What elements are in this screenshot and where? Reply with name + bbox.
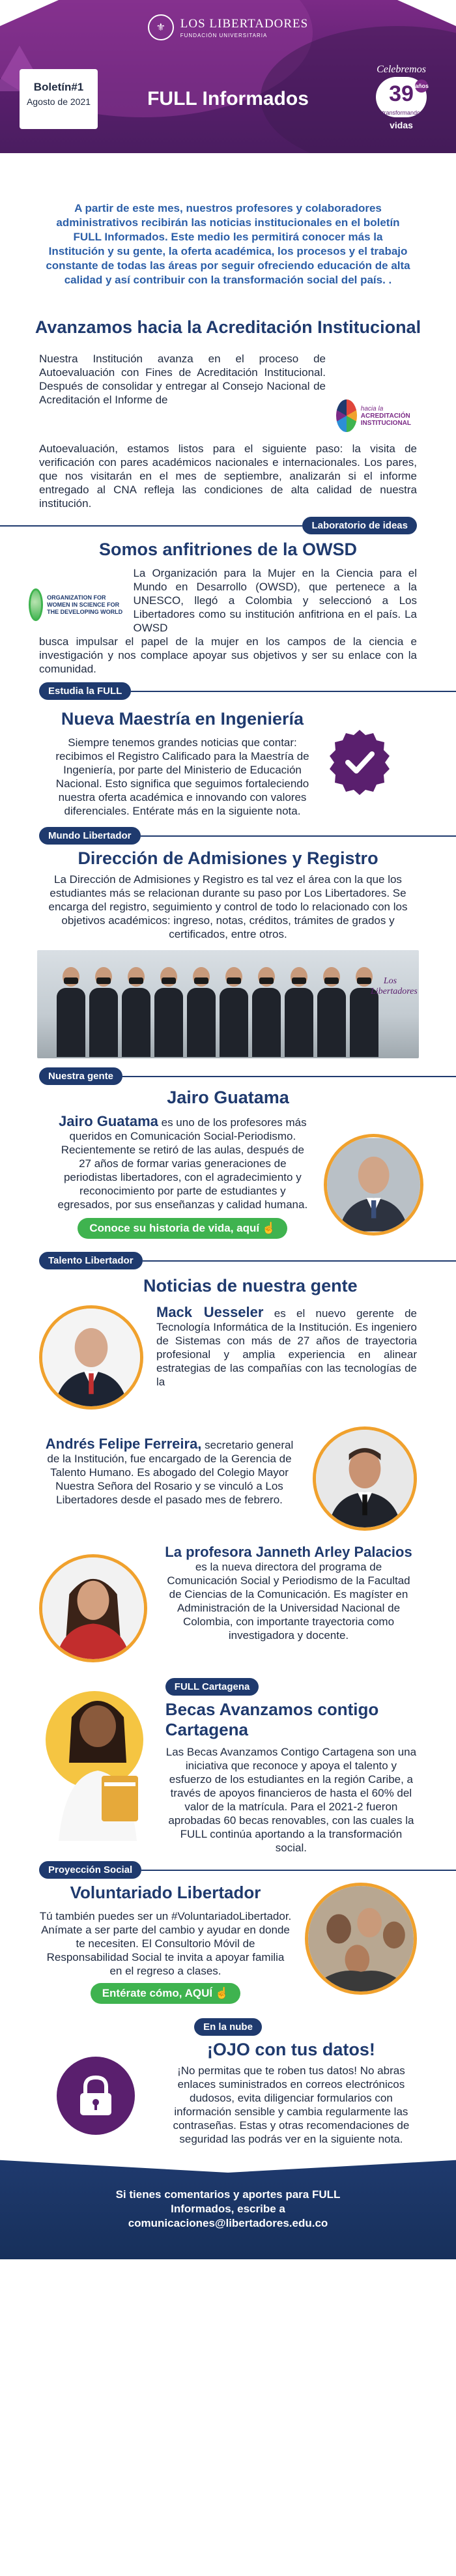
jairo-photo — [324, 1134, 423, 1236]
footer-line-2: Informados, escribe a — [171, 2203, 285, 2215]
student-illustration — [39, 1678, 152, 1841]
pointer-hand-icon: ☝ — [215, 1987, 229, 1999]
andres-photo — [313, 1426, 417, 1531]
master-body: Siempre tenemos grandes noticias que contar: recibimos el Registro Calificado para la Maestría de Ingeniería, por parte del Ministerio de Educación Nacional. Esto significa que seguimos fortaleciendo nuestra oferta académica e innovando con valores diferenciales. Entérate más en la siguiente nota. — [55, 736, 309, 817]
accreditation-section — [0, 338, 456, 442]
footer-email-link[interactable]: comunicaciones@libertadores.edu.co — [128, 2217, 328, 2229]
talent-title: Noticias de nuestra gente — [143, 1276, 358, 1295]
cloud-section — [0, 2040, 456, 2146]
janneth-photo — [39, 1554, 147, 1662]
seal-icon: ⚜ — [148, 14, 174, 40]
andres-body: secretario general de la Institución, fue encargado de la Gerencia de Talento Humano. Es abogado del Colegio Mayor Nuestra Señora del Rosario y se vinculó a Los Libertadores desde el pasado mes de febrero. — [47, 1439, 294, 1506]
people-name: Jairo Guatama — [59, 1113, 158, 1129]
accreditation-title: Avanzamos hacia la Acreditación Institucional — [35, 317, 421, 337]
mack-photo — [39, 1305, 143, 1410]
janneth-name: La profesora Janneth Arley Palacios — [165, 1544, 412, 1560]
intro-text: A partir de este mes, nuestros profesores y colaboradores administrativos recibirán las noticias institucionales en el boletín FULL Informados. Este medio les permitirá conocer más la Institución y su gente, la oferta académica, los procesos y el trabajo constante de todas las áreas por seguir ofreciendo educación de alta calidad y así contribuir con la transformación social del país. . — [46, 202, 410, 286]
people-body: es uno de los profesores más queridos en Comunicación Social-Periodismo. Recientemente se retiró de las aulas, después de 27 años de formar varias generaciones de periodistas libertadores, con el agradecimiento y reconocimiento por parte de estudiantes y egresados, por sus enseñanzas y calidad humana. — [57, 1116, 308, 1211]
bulletin-date: Agosto de 2021 — [26, 96, 91, 107]
cartagena-section — [0, 1678, 456, 1855]
tag-ideas-lab: Laboratorio de ideas — [302, 517, 417, 534]
learn-how-button[interactable]: Entérate cómo, AQUÍ ☝ — [91, 1983, 241, 2004]
accreditation-body: Autoevaluación, estamos listos para el siguiente paso: la visita de verificación con pares académicos nacionales e internacionales. Los pares, que nos visitarán en el mes de septiembre, analizarán si el informe entregado al CNA refleja las condiciones de alta calidad de nuestra institución. — [39, 442, 417, 510]
brand-subtitle: FUNDACIÓN UNIVERSITARIA — [180, 32, 268, 38]
master-section — [0, 700, 456, 818]
cloud-title: ¡OJO con tus datos! — [207, 2040, 375, 2059]
tag-study: Estudia la FULL — [39, 682, 131, 700]
social-title: Voluntariado Libertador — [70, 1883, 261, 1902]
tag-our-people: Nuestra gente — [39, 1067, 122, 1085]
color-wheel-icon — [336, 399, 357, 432]
owsd-body-right: La Organización para la Mujer en la Ciencia para el Mundo en Desarrollo (OWSD), que pertenece a la UNESCO, llegó a Colombia y seleccionó a Los Libertadores como su institución anfitriona en el país. La OWSD — [133, 567, 417, 634]
owsd-title: Somos anfitriones de la OWSD — [98, 540, 358, 559]
tag-cartagena: FULL Cartagena — [165, 1678, 259, 1696]
owsd-section — [0, 560, 456, 635]
award-badge-icon — [326, 729, 393, 796]
people-title: Jairo Guatama — [167, 1088, 289, 1107]
admissions-title: Dirección de Admisiones y Registro — [78, 848, 378, 868]
mack-body: es el nuevo gerente de Tecnología Informática de la Institución. Es ingeniero de Sistemas con más de 27 años de trayectoria profesional y amplia experiencia en alinear estrategias de las compañías con las tecnologías de la — [156, 1307, 417, 1388]
footer-line-1: Si tienes comentarios y aportes para FULL — [115, 2188, 341, 2201]
accreditation-body-left: Nuestra Institución avanza en el proceso de Autoevaluación con Fines de Acreditación Institucional. Después de consolidar y entregar al Consejo Nacional de Acreditación el Informe de — [39, 353, 326, 406]
master-title: Nueva Maestría en Ingeniería — [61, 709, 304, 729]
social-body: Tú también puedes ser un #VoluntariadoLibertador. Anímate a ser parte del cambio y ayudar en donde te necesiten. El Consultorio Móvil de Responsabilidad Social te invita a apoyar familia en el regreso a clases. — [39, 1910, 292, 1977]
janneth-body: es la nueva directora del programa de Comunicación Social y Periodismo de la Facultad de Ciencias de la Comunicación. Es magíster en Administración de la Universidad Nacional de Colombia, con importante trayectoria como investigadora y docente. — [167, 1561, 410, 1642]
tag-world: Mundo Libertador — [39, 827, 141, 845]
tag-cloud: En la nube — [194, 2018, 262, 2036]
social-section — [0, 1883, 456, 2004]
divider — [0, 525, 302, 527]
divider — [131, 691, 456, 692]
anniversary-badge: Celebremos 39 años transformando vidas — [377, 64, 429, 130]
cartagena-title: Becas Avanzamos contigo Cartagena — [165, 1700, 379, 1739]
tag-talent: Talento Libertador — [39, 1252, 143, 1269]
photo-signature: Los Libertadores — [371, 976, 418, 996]
admissions-team-photo — [37, 950, 419, 1058]
lock-icon — [57, 2057, 135, 2135]
footer — [0, 2158, 456, 2259]
divider — [141, 835, 456, 837]
pointer-hand-icon: ☝ — [262, 1222, 276, 1234]
header-banner — [0, 0, 456, 153]
talent-item-andres — [0, 1426, 456, 1531]
volunteers-photo — [305, 1883, 417, 1995]
bulletin-number: Boletín#1 — [33, 81, 84, 93]
life-story-button[interactable]: Conoce su historia de vida, aquí ☝ — [78, 1218, 287, 1239]
globe-icon — [29, 588, 43, 621]
cartagena-body: Las Becas Avanzamos Contigo Cartagena son una iniciativa que reconoce y apoya el talento y esfuerzo de los estudiantes en la región Caribe, a través de apoyos financieros de hasta el 60% del valor de la matrícula. Para el 2021-2 fueron aprobadas 60 becas renovables, con las cuales la FULL continúa aportando a la transformación social. — [165, 1746, 417, 1854]
cloud-body: ¡No permitas que te roben tus datos! No abras enlaces suministrados en correos electrónicos dudosos, evita diligenciar formularios con información sensible y cambia regularmente las contraseñas. Estas y otras recomendaciones de seguridad las podrás ver en la siguiente nota. — [173, 2064, 410, 2145]
divider — [122, 1076, 456, 1077]
newsletter-title: FULL Informados — [147, 88, 309, 109]
accreditation-logo: hacia la ACREDITACIÓN INSTITUCIONAL — [336, 390, 411, 442]
people-section — [0, 1108, 456, 1239]
brand-name: LOS LIBERTADORES — [180, 16, 309, 31]
admissions-body: La Dirección de Admisiones y Registro es tal vez el área con la que los estudiantes más se relacionan durante su paso por Los Libertadores. Se encarga del registro, seguimiento y control de todo lo relacionado con los objetivos académicos: ingreso, notas, créditos, trámites de grados y certificados, entre otros. — [48, 873, 408, 940]
talent-item-mack — [0, 1305, 456, 1410]
talent-item-janneth — [0, 1545, 456, 1662]
brand-logo — [0, 14, 456, 40]
andres-name: Andrés Felipe Ferreira, — [45, 1436, 202, 1452]
divider — [141, 1870, 456, 1871]
owsd-body: busca impulsar el papel de la mujer en los campos de la ciencia e investigación y nos complace apoyar sus objetivos y ser su enlace con la comunidad. — [39, 635, 417, 675]
mack-name: Mack Uesseler — [156, 1304, 264, 1320]
divider — [143, 1260, 456, 1262]
owsd-logo: ORGANIZATION FOR WOMEN IN SCIENCE FOR THE DEVELOPING WORLD — [29, 575, 124, 634]
tag-social: Proyección Social — [39, 1861, 141, 1879]
